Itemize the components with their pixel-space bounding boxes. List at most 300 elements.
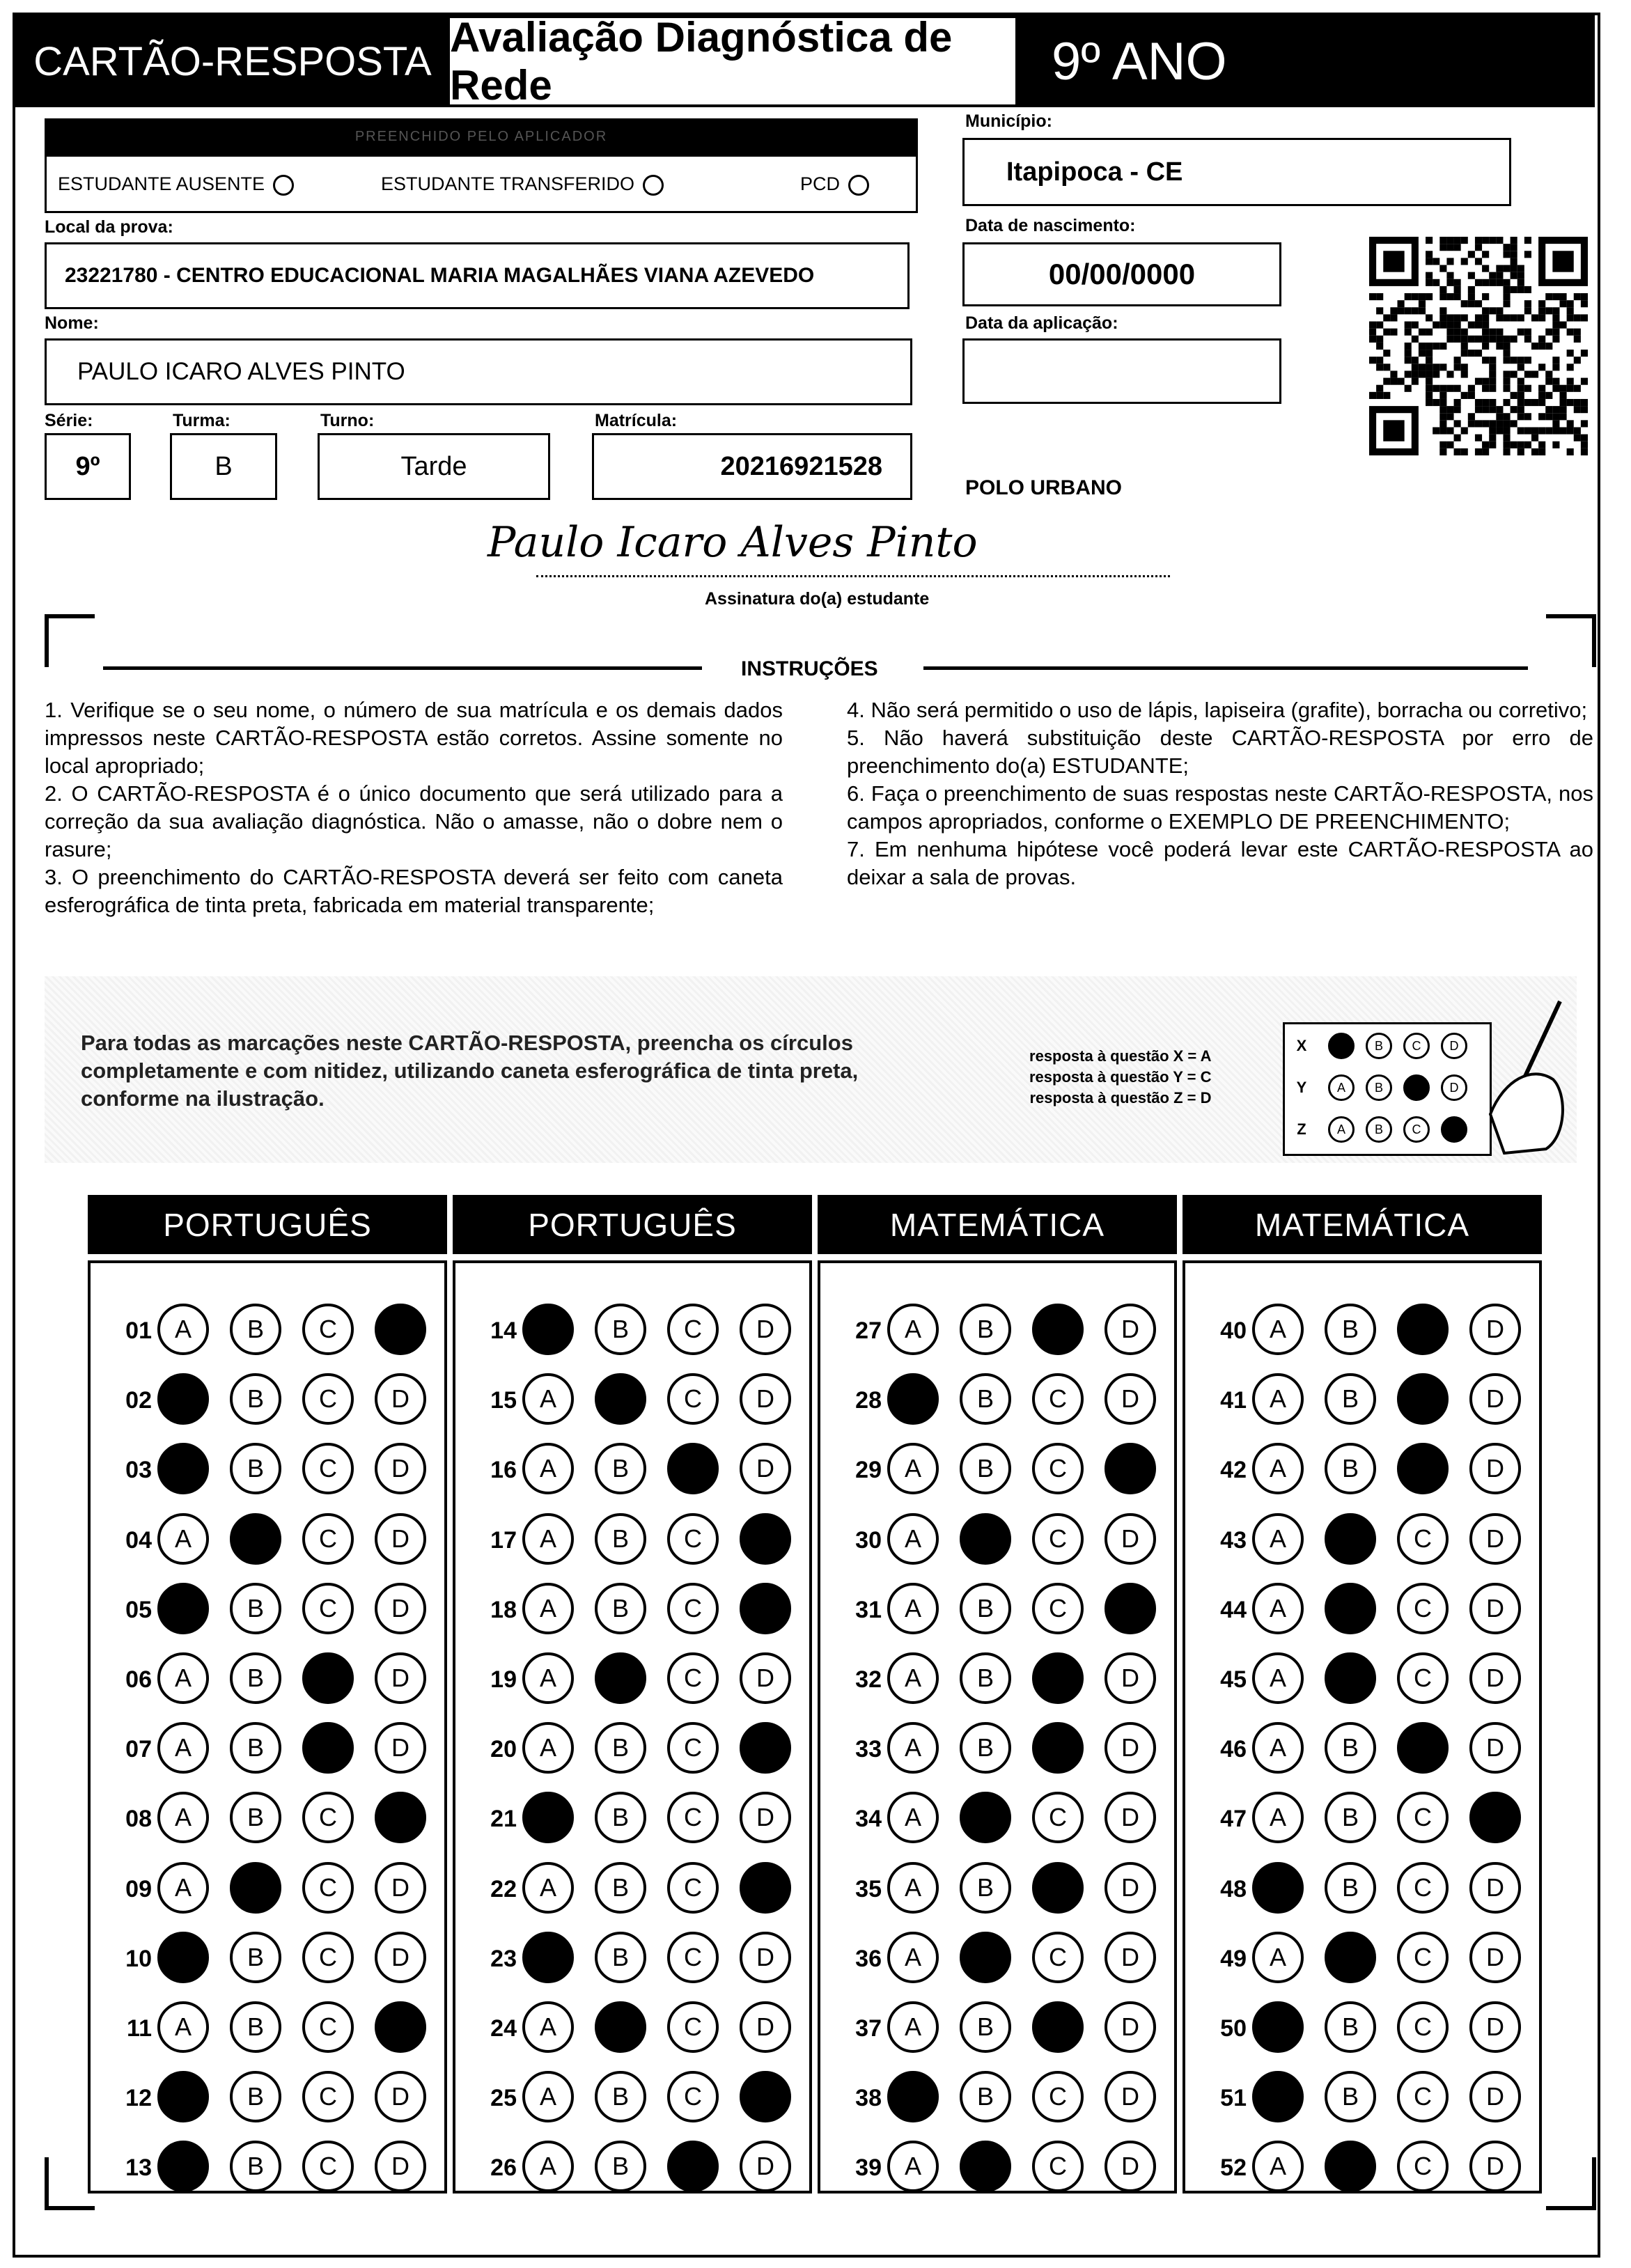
answer-bubble-d[interactable]: D bbox=[1105, 1862, 1156, 1914]
answer-bubble-c[interactable]: C bbox=[1397, 1652, 1449, 1704]
answer-bubble-b[interactable]: B bbox=[230, 1513, 281, 1565]
question-number: 25 bbox=[490, 2084, 517, 2111]
answer-bubble-a[interactable]: A bbox=[887, 1722, 939, 1774]
answer-bubble-d[interactable]: D bbox=[1469, 2071, 1521, 2122]
answer-bubble-c[interactable]: C bbox=[302, 1652, 354, 1704]
answer-bubble-c[interactable]: C bbox=[1032, 1862, 1084, 1914]
answer-bubble-c[interactable]: C bbox=[302, 1792, 354, 1843]
answer-bubble-b[interactable]: B bbox=[960, 1652, 1011, 1704]
card-title: CARTÃO-RESPOSTA bbox=[15, 15, 450, 107]
answer-bubble-a[interactable]: A bbox=[1252, 1443, 1304, 1494]
question-number: 18 bbox=[490, 1596, 517, 1623]
question-row bbox=[1203, 1791, 1538, 1847]
answer-bubble-b[interactable]: B bbox=[230, 2001, 281, 2053]
answer-bubble-c[interactable]: C bbox=[302, 2141, 354, 2192]
answer-bubble-c[interactable]: C bbox=[667, 1583, 719, 1634]
answer-bubble-b[interactable]: B bbox=[230, 1792, 281, 1843]
answer-bubble-d[interactable]: D bbox=[1469, 1373, 1521, 1425]
answer-bubble-c[interactable]: C bbox=[1032, 1443, 1084, 1494]
answer-bubble-c[interactable]: C bbox=[1032, 1932, 1084, 1983]
name-label: Nome: bbox=[45, 313, 99, 333]
answer-bubble-c[interactable]: C bbox=[1397, 2071, 1449, 2122]
answer-bubble-a[interactable]: A bbox=[1252, 1513, 1304, 1565]
answer-bubble-a[interactable]: A bbox=[887, 2071, 939, 2122]
question-number: 46 bbox=[1220, 1735, 1247, 1762]
question-number: 51 bbox=[1220, 2084, 1247, 2111]
name-field: PAULO ICARO ALVES PINTO bbox=[45, 338, 912, 405]
answer-bubble-c[interactable]: C bbox=[302, 1932, 354, 1983]
answer-bubble-b[interactable]: B bbox=[960, 1373, 1011, 1425]
answer-bubble-b[interactable]: B bbox=[960, 1583, 1011, 1634]
answer-bubble-c[interactable]: C bbox=[1397, 1513, 1449, 1565]
question-number: 50 bbox=[1220, 2015, 1247, 2042]
absent-option[interactable] bbox=[58, 173, 294, 196]
answer-column bbox=[1183, 1260, 1542, 2193]
answer-bubble-d[interactable]: D bbox=[1105, 2071, 1156, 2122]
answer-bubble-c[interactable]: C bbox=[667, 1722, 719, 1774]
question-number: 29 bbox=[855, 1456, 882, 1483]
question-row bbox=[109, 1372, 443, 1428]
answer-bubble-b[interactable]: B bbox=[960, 2001, 1011, 2053]
answer-bubble-c[interactable]: C bbox=[302, 1304, 354, 1355]
pcd-checkbox[interactable] bbox=[848, 175, 869, 196]
answer-bubble-c[interactable]: C bbox=[1032, 1513, 1084, 1565]
answer-bubble-a[interactable]: A bbox=[522, 2141, 574, 2192]
answer-bubble-b[interactable]: B bbox=[230, 1304, 281, 1355]
answer-bubble-a[interactable]: A bbox=[1252, 1932, 1304, 1983]
answer-bubble-d[interactable]: D bbox=[375, 1652, 426, 1704]
answer-bubble-d[interactable]: D bbox=[1469, 1304, 1521, 1355]
instructions-left bbox=[45, 696, 783, 919]
question-number: 30 bbox=[855, 1526, 882, 1554]
absent-checkbox[interactable] bbox=[273, 175, 294, 196]
question-number: 42 bbox=[1220, 1456, 1247, 1483]
answer-bubble-d[interactable]: D bbox=[1469, 1443, 1521, 1494]
answer-bubble-b[interactable]: B bbox=[595, 1304, 646, 1355]
answer-bubble-d[interactable]: D bbox=[740, 2001, 791, 2053]
answer-bubble-b[interactable]: B bbox=[230, 2141, 281, 2192]
answer-bubble-d[interactable]: D bbox=[740, 1932, 791, 1983]
answer-bubble-c[interactable]: C bbox=[302, 1373, 354, 1425]
answer-bubble-d[interactable]: D bbox=[375, 2141, 426, 2192]
answer-bubble-c[interactable]: C bbox=[1032, 1304, 1084, 1355]
example-bubble-b: B bbox=[1366, 1074, 1392, 1101]
answer-bubble-d[interactable]: D bbox=[740, 1792, 791, 1843]
answer-bubble-d[interactable]: D bbox=[375, 1443, 426, 1494]
answer-bubble-b[interactable]: B bbox=[1325, 1792, 1376, 1843]
answer-bubble-a[interactable]: A bbox=[1252, 1722, 1304, 1774]
answer-bubble-c[interactable]: C bbox=[1032, 1722, 1084, 1774]
answer-bubble-b[interactable]: B bbox=[960, 1722, 1011, 1774]
answer-bubble-c[interactable]: C bbox=[667, 1862, 719, 1914]
question-row bbox=[109, 1721, 443, 1777]
answer-bubble-b[interactable]: B bbox=[595, 1722, 646, 1774]
example-text: Para todas as marcações neste CARTÃO-RESPOSTA, preencha os círculos completamente e com nitidez, utilizando caneta esferográfica de tinta preta, conforme na ilustração. bbox=[81, 1031, 859, 1111]
answer-bubble-a[interactable]: A bbox=[522, 1443, 574, 1494]
answer-bubble-d[interactable]: D bbox=[740, 1513, 791, 1565]
answer-bubble-b[interactable]: B bbox=[230, 1583, 281, 1634]
answer-bubble-b[interactable]: B bbox=[960, 1513, 1011, 1565]
transferred-checkbox[interactable] bbox=[643, 175, 664, 196]
answer-bubble-a[interactable]: A bbox=[887, 1932, 939, 1983]
question-row bbox=[474, 1582, 808, 1638]
answer-bubble-a[interactable]: A bbox=[157, 1722, 209, 1774]
answer-bubble-d[interactable]: D bbox=[1469, 1932, 1521, 1983]
instructions-title: INSTRUÇÕES bbox=[741, 657, 878, 680]
answer-bubble-a[interactable]: A bbox=[1252, 1583, 1304, 1634]
answer-bubble-b[interactable]: B bbox=[595, 1652, 646, 1704]
answer-bubble-c[interactable]: C bbox=[667, 1304, 719, 1355]
answer-bubble-c[interactable]: C bbox=[667, 1443, 719, 1494]
pcd-label: PCD bbox=[800, 173, 841, 194]
answer-bubble-a[interactable]: A bbox=[157, 2001, 209, 2053]
answer-bubble-b[interactable]: B bbox=[595, 1862, 646, 1914]
example-illustration bbox=[1283, 1022, 1492, 1156]
answer-bubble-d[interactable]: D bbox=[1105, 2141, 1156, 2192]
answer-bubble-c[interactable]: C bbox=[1032, 2141, 1084, 2192]
grade-label: 9º ANO bbox=[1015, 15, 1595, 107]
answer-bubble-b[interactable]: B bbox=[960, 1443, 1011, 1494]
answer-bubble-d[interactable]: D bbox=[1469, 1722, 1521, 1774]
answer-bubble-a[interactable]: A bbox=[1252, 1862, 1304, 1914]
answer-bubble-b[interactable]: B bbox=[1325, 1443, 1376, 1494]
answer-bubble-a[interactable]: A bbox=[522, 1862, 574, 1914]
answer-bubble-a[interactable]: A bbox=[887, 1443, 939, 1494]
signature: Paulo Icaro Alves Pinto bbox=[487, 518, 978, 567]
transferred-label: ESTUDANTE TRANSFERIDO bbox=[381, 173, 635, 194]
application-date-label: Data da aplicação: bbox=[965, 313, 1118, 333]
answer-bubble-b[interactable]: B bbox=[595, 1932, 646, 1983]
question-row bbox=[838, 1512, 1173, 1568]
answer-bubble-c[interactable]: C bbox=[667, 2141, 719, 2192]
question-number: 06 bbox=[125, 1666, 152, 1693]
answer-bubble-d[interactable]: D bbox=[1105, 1722, 1156, 1774]
answer-bubble-c[interactable]: C bbox=[1397, 1583, 1449, 1634]
answer-bubble-a[interactable]: A bbox=[887, 1583, 939, 1634]
answer-bubble-c[interactable]: C bbox=[667, 1932, 719, 1983]
answer-bubble-c[interactable]: C bbox=[1397, 1862, 1449, 1914]
answer-bubble-d[interactable]: D bbox=[1469, 1862, 1521, 1914]
answer-bubble-b[interactable]: B bbox=[230, 1443, 281, 1494]
answer-bubble-d[interactable]: D bbox=[375, 1932, 426, 1983]
legend-line: resposta à questão Z = D bbox=[1029, 1089, 1212, 1106]
answer-bubble-a[interactable]: A bbox=[522, 1932, 574, 1983]
answer-bubble-d[interactable]: D bbox=[375, 1513, 426, 1565]
turno-field: Tarde bbox=[318, 433, 550, 500]
answer-bubble-a[interactable]: A bbox=[157, 1304, 209, 1355]
question-number: 32 bbox=[855, 1666, 882, 1693]
answer-bubble-d[interactable]: D bbox=[1469, 1513, 1521, 1565]
answer-bubble-b[interactable]: B bbox=[1325, 2071, 1376, 2122]
example-bubble-b: B bbox=[1366, 1033, 1392, 1059]
answer-bubble-a[interactable]: A bbox=[157, 2141, 209, 2192]
answer-bubble-d[interactable]: D bbox=[1469, 1583, 1521, 1634]
answer-bubble-b[interactable]: B bbox=[1325, 1513, 1376, 1565]
answer-bubble-c[interactable]: C bbox=[1397, 2001, 1449, 2053]
answer-bubble-d[interactable]: D bbox=[740, 1862, 791, 1914]
birth-field: 00/00/0000 bbox=[962, 242, 1281, 306]
municipio-label: Município: bbox=[965, 111, 1052, 131]
answer-bubble-c[interactable]: C bbox=[667, 1513, 719, 1565]
answer-bubble-a[interactable]: A bbox=[522, 1304, 574, 1355]
answer-bubble-d[interactable]: D bbox=[740, 2071, 791, 2122]
answer-bubble-b[interactable]: B bbox=[960, 2071, 1011, 2122]
answer-bubble-a[interactable]: A bbox=[522, 1792, 574, 1843]
answer-bubble-a[interactable]: A bbox=[1252, 1652, 1304, 1704]
question-row bbox=[1203, 1442, 1538, 1498]
question-number: 44 bbox=[1220, 1596, 1247, 1623]
question-row bbox=[109, 1582, 443, 1638]
question-number: 35 bbox=[855, 1875, 882, 1902]
answer-bubble-c[interactable]: C bbox=[667, 1652, 719, 1704]
question-number: 28 bbox=[855, 1386, 882, 1414]
answer-bubble-b[interactable]: B bbox=[595, 1513, 646, 1565]
answer-bubble-c[interactable]: C bbox=[1397, 1932, 1449, 1983]
answer-bubble-b[interactable]: B bbox=[595, 2141, 646, 2192]
answer-bubble-d[interactable]: D bbox=[375, 1862, 426, 1914]
answer-bubble-d[interactable]: D bbox=[1105, 1652, 1156, 1704]
example-bubble-d: D bbox=[1441, 1116, 1467, 1143]
answer-bubble-a[interactable]: A bbox=[522, 1583, 574, 1634]
answer-bubble-b[interactable]: B bbox=[960, 2141, 1011, 2192]
local-field: 23221780 - CENTRO EDUCACIONAL MARIA MAGALHÃES VIANA AZEVEDO bbox=[45, 242, 910, 309]
answer-bubble-b[interactable]: B bbox=[230, 1722, 281, 1774]
answer-bubble-a[interactable]: A bbox=[522, 2001, 574, 2053]
answer-bubble-d[interactable]: D bbox=[375, 2001, 426, 2053]
pcd-option[interactable] bbox=[800, 173, 869, 196]
answer-bubble-d[interactable]: D bbox=[1105, 1304, 1156, 1355]
answer-bubble-d[interactable]: D bbox=[1105, 1443, 1156, 1494]
answer-bubble-a[interactable]: A bbox=[157, 1373, 209, 1425]
answer-bubble-c[interactable]: C bbox=[1032, 2071, 1084, 2122]
answer-bubble-c[interactable]: C bbox=[1032, 2001, 1084, 2053]
answer-bubble-b[interactable]: B bbox=[1325, 1862, 1376, 1914]
answer-bubble-b[interactable]: B bbox=[1325, 1373, 1376, 1425]
example-legend bbox=[1029, 1046, 1211, 1109]
answer-bubble-c[interactable]: C bbox=[1397, 1443, 1449, 1494]
answer-bubble-b[interactable]: B bbox=[595, 1583, 646, 1634]
question-row bbox=[838, 1582, 1173, 1638]
instruction-item: 1. Verifique se o seu nome, o número de sua matrícula e os demais dados impressos neste CARTÃO-RESPOSTA estão corretos. Assine somente no local apropriado; bbox=[45, 698, 783, 778]
question-row bbox=[109, 1512, 443, 1568]
answer-bubble-c[interactable]: C bbox=[1032, 1652, 1084, 1704]
answer-bubble-d[interactable]: D bbox=[740, 1652, 791, 1704]
question-number: 02 bbox=[125, 1386, 152, 1414]
answer-bubble-b[interactable]: B bbox=[960, 1932, 1011, 1983]
answer-bubble-b[interactable]: B bbox=[230, 1373, 281, 1425]
answer-bubble-a[interactable]: A bbox=[157, 1583, 209, 1634]
answer-bubble-b[interactable]: B bbox=[595, 1443, 646, 1494]
example-question-label: Z bbox=[1297, 1120, 1306, 1138]
question-row bbox=[1203, 2001, 1538, 2056]
answer-bubble-d[interactable]: D bbox=[375, 2071, 426, 2122]
question-number: 36 bbox=[855, 1945, 882, 1972]
answer-bubble-a[interactable]: A bbox=[887, 1862, 939, 1914]
answer-bubble-a[interactable]: A bbox=[157, 1513, 209, 1565]
answer-bubble-d[interactable]: D bbox=[1105, 1583, 1156, 1634]
answer-bubble-a[interactable]: A bbox=[887, 1652, 939, 1704]
answer-bubble-b[interactable]: B bbox=[595, 2071, 646, 2122]
answer-bubble-a[interactable]: A bbox=[522, 1373, 574, 1425]
question-number: 01 bbox=[125, 1317, 152, 1344]
answer-bubble-a[interactable]: A bbox=[157, 1652, 209, 1704]
question-number: 07 bbox=[125, 1735, 152, 1762]
serie-field: 9º bbox=[45, 433, 131, 500]
answer-bubble-a[interactable]: A bbox=[887, 1373, 939, 1425]
question-row bbox=[109, 1303, 443, 1359]
question-row bbox=[838, 2140, 1173, 2196]
question-number: 52 bbox=[1220, 2154, 1247, 2181]
answer-bubble-a[interactable]: A bbox=[157, 2071, 209, 2122]
answer-bubble-d[interactable]: D bbox=[375, 1373, 426, 1425]
answer-bubble-b[interactable]: B bbox=[1325, 1932, 1376, 1983]
answer-bubble-d[interactable]: D bbox=[375, 1792, 426, 1843]
qr-code bbox=[1369, 234, 1588, 458]
instruction-item: 3. O preenchimento do CARTÃO-RESPOSTA deverá ser feito com caneta esferográfica de tinta preta, fabricada em material transparente; bbox=[45, 865, 783, 917]
applicator-box bbox=[45, 155, 918, 213]
question-number: 48 bbox=[1220, 1875, 1247, 1902]
transferred-option[interactable] bbox=[381, 173, 664, 196]
answer-bubble-d[interactable]: D bbox=[1469, 1792, 1521, 1843]
answer-bubble-a[interactable]: A bbox=[887, 1513, 939, 1565]
answer-bubble-d[interactable]: D bbox=[1105, 1513, 1156, 1565]
answer-bubble-b[interactable]: B bbox=[230, 2071, 281, 2122]
question-number: 05 bbox=[125, 1596, 152, 1623]
answer-bubble-c[interactable]: C bbox=[1397, 1373, 1449, 1425]
turno-label: Turno: bbox=[320, 411, 375, 430]
question-row bbox=[838, 1303, 1173, 1359]
question-row bbox=[1203, 1372, 1538, 1428]
answer-bubble-c[interactable]: C bbox=[667, 1373, 719, 1425]
answer-bubble-c[interactable]: C bbox=[667, 1792, 719, 1843]
question-number: 13 bbox=[125, 2154, 152, 2181]
answer-bubble-a[interactable]: A bbox=[1252, 2071, 1304, 2122]
answer-bubble-d[interactable]: D bbox=[740, 1722, 791, 1774]
absent-label: ESTUDANTE AUSENTE bbox=[58, 173, 265, 194]
answer-bubble-c[interactable]: C bbox=[302, 1583, 354, 1634]
answer-bubble-c[interactable]: C bbox=[1397, 1792, 1449, 1843]
question-number: 08 bbox=[125, 1805, 152, 1832]
answer-bubble-b[interactable]: B bbox=[960, 1862, 1011, 1914]
answer-bubble-c[interactable]: C bbox=[1397, 1304, 1449, 1355]
answer-bubble-d[interactable]: D bbox=[1105, 2001, 1156, 2053]
answer-bubble-c[interactable]: C bbox=[1032, 1792, 1084, 1843]
answer-bubble-b[interactable]: B bbox=[1325, 1652, 1376, 1704]
answer-bubble-c[interactable]: C bbox=[1032, 1373, 1084, 1425]
answer-bubble-c[interactable]: C bbox=[1397, 2141, 1449, 2192]
question-row bbox=[474, 1372, 808, 1428]
answer-bubble-d[interactable]: D bbox=[1469, 2001, 1521, 2053]
question-number: 14 bbox=[490, 1317, 517, 1344]
answer-bubble-c[interactable]: C bbox=[302, 1862, 354, 1914]
question-number: 41 bbox=[1220, 1386, 1247, 1414]
hand-pen-icon bbox=[1462, 996, 1574, 1156]
answer-bubble-a[interactable]: A bbox=[1252, 1304, 1304, 1355]
answer-bubble-b[interactable]: B bbox=[1325, 1583, 1376, 1634]
answer-bubble-a[interactable]: A bbox=[157, 1443, 209, 1494]
answer-bubble-a[interactable]: A bbox=[1252, 2141, 1304, 2192]
answer-bubble-a[interactable]: A bbox=[1252, 2001, 1304, 2053]
answer-bubble-c[interactable]: C bbox=[1032, 1583, 1084, 1634]
answer-bubble-d[interactable]: D bbox=[375, 1722, 426, 1774]
answer-bubble-a[interactable]: A bbox=[1252, 1373, 1304, 1425]
answer-bubble-c[interactable]: C bbox=[302, 1443, 354, 1494]
answer-bubble-b[interactable]: B bbox=[960, 1792, 1011, 1843]
answer-bubble-d[interactable]: D bbox=[375, 1304, 426, 1355]
answer-bubble-c[interactable]: C bbox=[302, 2071, 354, 2122]
answer-bubble-a[interactable]: A bbox=[157, 1792, 209, 1843]
question-row bbox=[474, 1652, 808, 1707]
answer-bubble-b[interactable]: B bbox=[595, 1792, 646, 1843]
answer-bubble-a[interactable]: A bbox=[887, 2141, 939, 2192]
question-number: 49 bbox=[1220, 1945, 1247, 1972]
question-row bbox=[474, 2001, 808, 2056]
answer-bubble-d[interactable]: D bbox=[740, 2141, 791, 2192]
answer-bubble-d[interactable]: D bbox=[375, 1583, 426, 1634]
answer-bubble-b[interactable]: B bbox=[1325, 1304, 1376, 1355]
question-row bbox=[474, 1303, 808, 1359]
answer-bubble-d[interactable]: D bbox=[1105, 1792, 1156, 1843]
answer-bubble-a[interactable]: A bbox=[887, 1792, 939, 1843]
question-row bbox=[838, 1721, 1173, 1777]
answer-bubble-a[interactable]: A bbox=[887, 2001, 939, 2053]
answer-bubble-c[interactable]: C bbox=[667, 2071, 719, 2122]
answer-bubble-c[interactable]: C bbox=[1397, 1722, 1449, 1774]
answer-bubble-b[interactable]: B bbox=[1325, 2141, 1376, 2192]
question-row bbox=[109, 1791, 443, 1847]
question-row bbox=[1203, 1652, 1538, 1707]
answer-bubble-a[interactable]: A bbox=[522, 1652, 574, 1704]
answer-bubble-b[interactable]: B bbox=[1325, 1722, 1376, 1774]
instruction-item: 2. O CARTÃO-RESPOSTA é o único documento que será utilizado para a correção da sua avaliação diagnóstica. Não o amasse, não o dobre nem o rasure; bbox=[45, 781, 783, 861]
answer-bubble-b[interactable]: B bbox=[230, 1652, 281, 1704]
answer-bubble-c[interactable]: C bbox=[302, 1722, 354, 1774]
answer-bubble-a[interactable]: A bbox=[522, 1722, 574, 1774]
answer-bubble-d[interactable]: D bbox=[740, 1443, 791, 1494]
answer-bubble-b[interactable]: B bbox=[1325, 2001, 1376, 2053]
answer-bubble-b[interactable]: B bbox=[230, 1862, 281, 1914]
answer-bubble-d[interactable]: D bbox=[1469, 1652, 1521, 1704]
answer-bubble-c[interactable]: C bbox=[302, 1513, 354, 1565]
example-question-label: Y bbox=[1296, 1079, 1307, 1096]
answer-bubble-d[interactable]: D bbox=[1105, 1932, 1156, 1983]
answer-bubble-b[interactable]: B bbox=[230, 1932, 281, 1983]
answer-bubble-a[interactable]: A bbox=[157, 1862, 209, 1914]
question-row bbox=[1203, 1512, 1538, 1568]
answer-bubble-b[interactable]: B bbox=[595, 2001, 646, 2053]
question-number: 31 bbox=[855, 1596, 882, 1623]
answer-bubble-d[interactable]: D bbox=[1469, 2141, 1521, 2192]
answer-bubble-b[interactable]: B bbox=[960, 1304, 1011, 1355]
answer-bubble-d[interactable]: D bbox=[740, 1583, 791, 1634]
answer-bubble-a[interactable]: A bbox=[522, 2071, 574, 2122]
answer-bubble-a[interactable]: A bbox=[157, 1932, 209, 1983]
question-row bbox=[109, 1652, 443, 1707]
answer-bubble-d[interactable]: D bbox=[740, 1304, 791, 1355]
answer-bubble-a[interactable]: A bbox=[522, 1513, 574, 1565]
answer-bubble-d[interactable]: D bbox=[740, 1373, 791, 1425]
answer-bubble-a[interactable]: A bbox=[887, 1304, 939, 1355]
answer-bubble-d[interactable]: D bbox=[1105, 1373, 1156, 1425]
question-number: 23 bbox=[490, 1945, 517, 1972]
answer-column bbox=[88, 1260, 447, 2193]
question-number: 11 bbox=[127, 2015, 152, 2042]
answer-bubble-a[interactable]: A bbox=[1252, 1792, 1304, 1843]
answer-bubble-b[interactable]: B bbox=[595, 1373, 646, 1425]
question-number: 34 bbox=[855, 1805, 882, 1832]
answer-bubble-c[interactable]: C bbox=[667, 2001, 719, 2053]
answer-bubble-c[interactable]: C bbox=[302, 2001, 354, 2053]
